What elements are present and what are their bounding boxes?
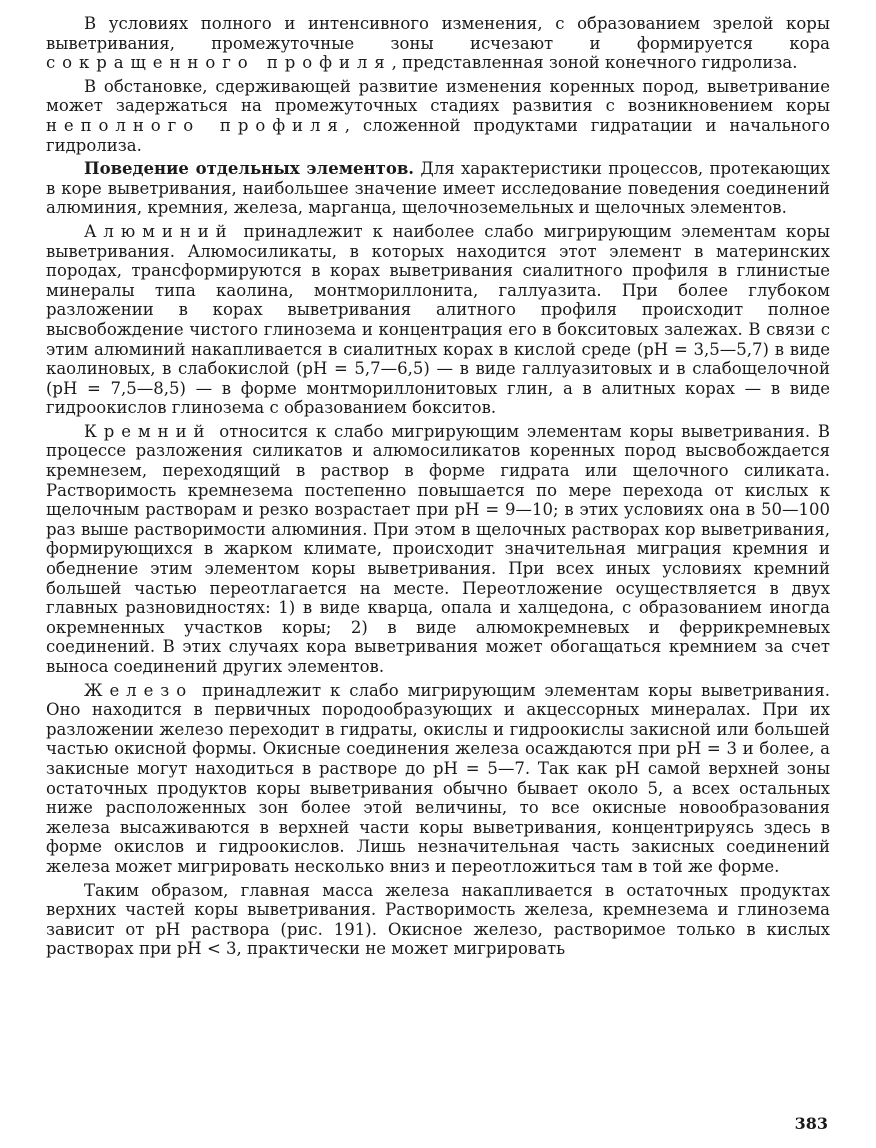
paragraph-iron <box>46 681 830 877</box>
paragraph-text: Для характеристики процессов, протекающих в коре выветривания, наибольшее значение имеет исследование поведения соединений алюминия, кремния, железа, марганца, щелочноземельных и щелочных элементов. <box>46 159 830 218</box>
emphasized-term: неполного профиля <box>46 115 345 135</box>
paragraph-iron-accumulation <box>46 881 830 959</box>
paragraph-text: принадлежит к наиболее слабо мигрирующим элементам коры выветривания. Алюмосиликаты, в которых находится этот элемент в материнских породах, трансформируются в корах выветривания сиалитного профиля в глинистые минералы типа каолина, монтмориллонита, галлуазита. При более глубоком разложении в корах выветривания алитного профиля происходит полное высвобождение чистого глинозема и концентрация его в бокситовых залежах. В связи с этим алюминий накапливается в сиалитных корах в кислой среде (рН = 3,5—5,7) в виде каолиновых, в слабокислой (рН = 5,7—6,5) — в виде галлуазитовых и в слабощелочной (рН = 7,5—8,5) — в форме монтмориллонитовых глин, а в алитных корах — в виде гидроокислов глинозема с образованием бокситов. <box>46 221 830 418</box>
paragraph-silicon <box>46 422 830 677</box>
paragraph-aluminium <box>46 222 830 418</box>
element-name-iron: Железо <box>84 680 194 700</box>
page-number: 383 <box>794 1114 828 1133</box>
document-page <box>46 14 830 963</box>
paragraph-text: , сложенной продуктами гидратации и начального гидролиза. <box>46 115 830 155</box>
paragraph-text: Таким образом, главная масса железа накапливается в остаточных продуктах верхних частей коры выветривания. Растворимость железа, кремнезема и глинозема зависит от рН раствора (рис. 191). Окисное железо, растворимое только в кислых растворах при рН < 3, практически не может мигрировать <box>46 880 830 959</box>
paragraph-mature-crust <box>46 14 830 73</box>
paragraph-text: В условиях полного и интенсивного изменения, с образованием зрелой коры выветривания, промежуточные зоны исчезают и формируется кора <box>46 14 830 53</box>
emphasized-term: сокращенного профиля <box>46 53 392 73</box>
paragraph-text: относится к слабо мигрирующим элементам коры выветривания. В процессе разложения силикатов и алюмосиликатов коренных пород высвобождается кремнезем, переходящий в раствор в форме гидрата или щелочного силиката. Растворимость кремнезема постепенно повышается по мере перехода от кислых к щелочным растворам и резко возрастает при рН = 9—10; в этих условиях она в 50—100 раз выше растворимости алюминия. При этом в щелочных растворах кор выветривания, формирующихся в жарком климате, происходит значительная миграция кремния и обеднение этим элементом коры выветривания. При всех иных условиях кремний большей частью переотлагается на месте. Переотложение осуществляется в двух главных разновидностях: 1) в виде кварца, опала и халцедона, с образованием иногда окремненных участков коры; 2) в виде алюмокремневых и феррикремневых соединений. В этих случаях кора выветривания может обогащаться кремнием за счет выноса соединений других элементов. <box>46 421 830 676</box>
section-heading: Поведение отдельных элементов. <box>84 159 415 179</box>
element-name-silicon: Кремний <box>84 421 212 441</box>
paragraph-text: , представленная зоной конечного гидролиза. <box>391 53 798 73</box>
paragraph-text: принадлежит к слабо мигрирующим элементам коры выветривания. Оно находится в первичных породообразующих и акцессорных минералах. При их разложении железо переходит в гидраты, окислы и гидроокислы закисной или большей частью окисной формы. Окисные соединения железа осаждаются при рН = 3 и более, а закисные могут находиться в растворе до рН = 5—7. Так как рН самой верхней зоны остаточных продуктов коры выветривания обычно бывает около 5, а всех остальных ниже расположенных зон более этой величины, то все окисные новообразования железа высаживаются в верхней части коры выветривания, концентрируясь здесь в форме окислов и гидроокислов. Лишь незначительная часть закисных соединений железа может мигрировать несколько вниз и переотложиться там в той же форме. <box>46 680 830 876</box>
paragraph-text: В обстановке, сдерживающей развитие изменения коренных пород, выветривание может задержаться на промежуточных стадиях развития с возникновением коры <box>46 76 830 116</box>
paragraph-elements-behavior <box>46 159 830 218</box>
element-name-aluminium: Алюминий <box>84 221 234 241</box>
paragraph-incomplete-profile <box>46 77 830 155</box>
